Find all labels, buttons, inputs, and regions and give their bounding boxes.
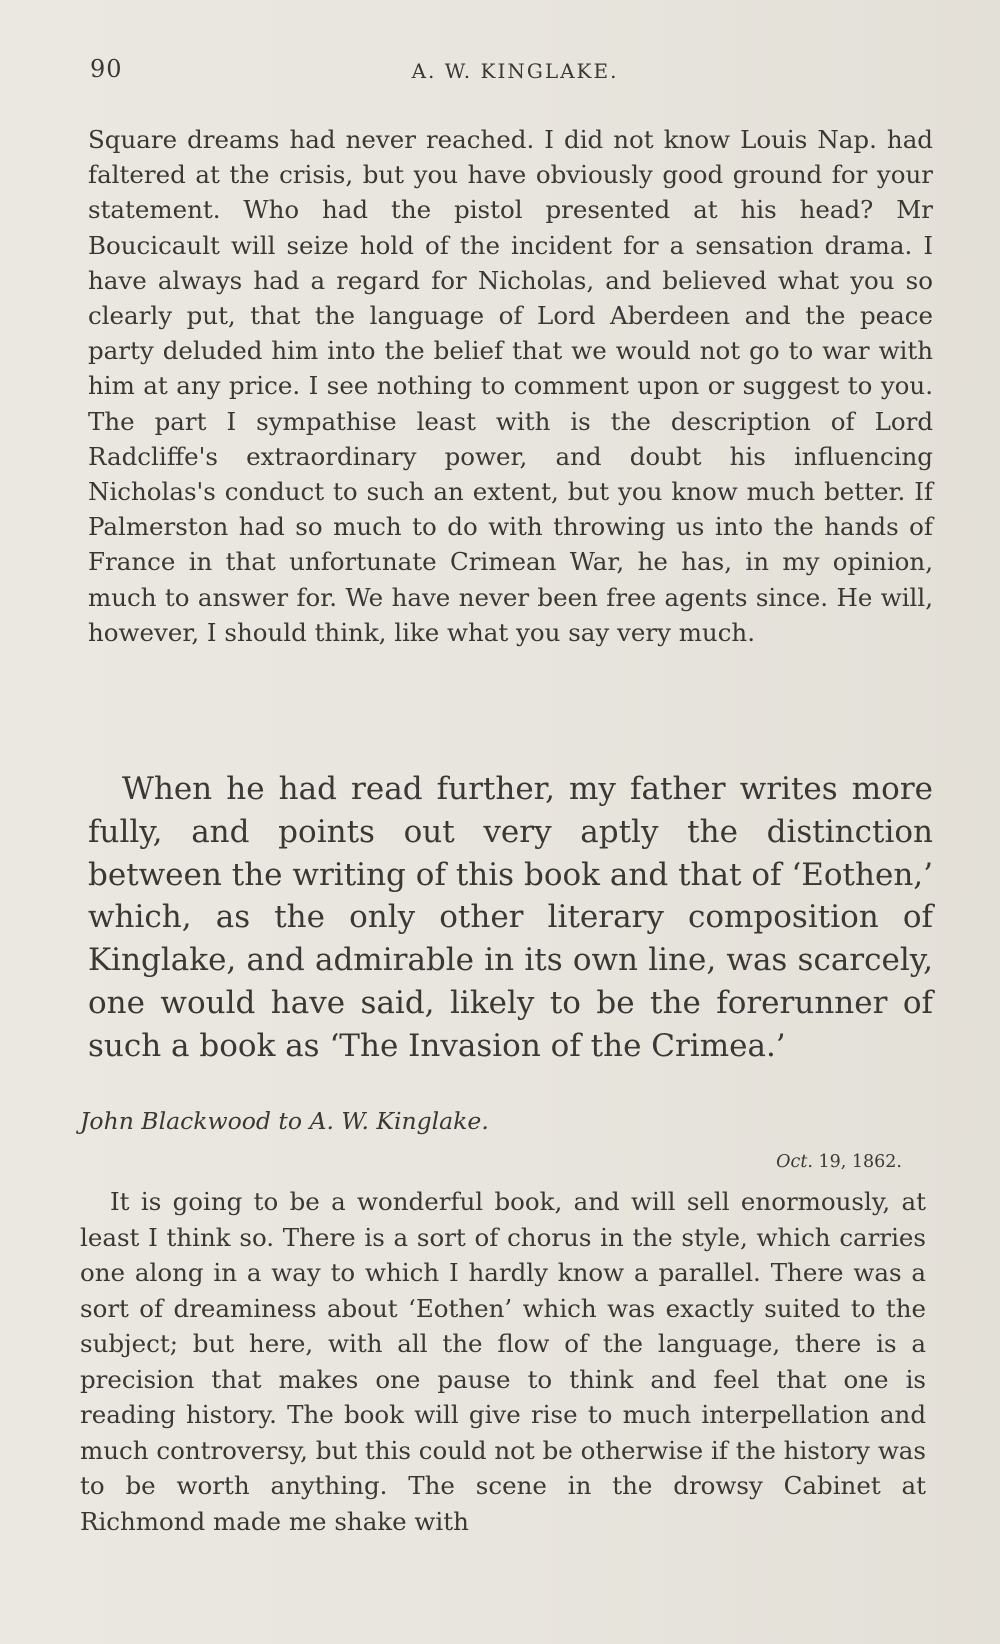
letter-date-day-year: 19, 1862. [818,1152,902,1172]
letter-continuation [88,122,933,650]
narrative-section [88,768,933,1068]
letter-continuation-paragraph: Square dreams had never reached. I did not know Louis Nap. had faltered at the crisis, but you have obviously good ground for your statement. Who had the pistol presented at his head? Mr Boucicault will seize hold of the incident for a sensation drama. I have always had a regard for Nicholas, and believed what you so clearly put, that the language of Lord Aberdeen and the peace party deluded him into the belief that we would not go to war with him at any price. I see nothing to comment upon or suggest to you. The part I sympathise least with is the description of Lord Radcliffe's extraordinary power, and doubt his influencing Nicholas's conduct to such an extent, but you know much better. If Palmerston had so much to do with throwing us into the hands of France in that unfortunate Crimean War, he has, in my opinion, much to answer for. We have never been free agents since. He will, however, I should think, like what you say very much. [88,125,933,647]
letter-body-paragraph: It is going to be a wonderful book, and will sell enormously, at least I think so. There is a sort of chorus in the style, which carries one along in a way to which I hardly know a parallel. There was a sort of dreaminess about ‘Eothen’ which was exactly suited to the subject; but here, with all the flow of the language, there is a precision that makes one pause to think and feel that one is reading history. The book will give rise to much interpellation and much controversy, but this could not be otherwise if the history was to be worth anything. The scene in the drowsy Cabinet at Richmond made me shake with [80,1187,926,1536]
letter-body [80,1184,926,1539]
letter-date-month: Oct. [776,1152,813,1172]
narrative-paragraph: When he had read further, my father writes more fully, and points out very aptly the distinction between the writing of this book and that of ‘Eothen,’ which, as the only other literary composition of Kinglake, and admirable in its own line, was scarcely, one would have said, likely to be the forerunner of such a book as ‘The Invasion of the Crimea.’ [88,771,933,1064]
page-header [90,55,940,95]
page-number: 90 [90,55,123,83]
letter-salutation: John Blackwood to A. W. Kinglake. [80,1107,489,1135]
letter-date [776,1152,902,1172]
running-head: A. W. KINGLAKE. [411,59,619,83]
